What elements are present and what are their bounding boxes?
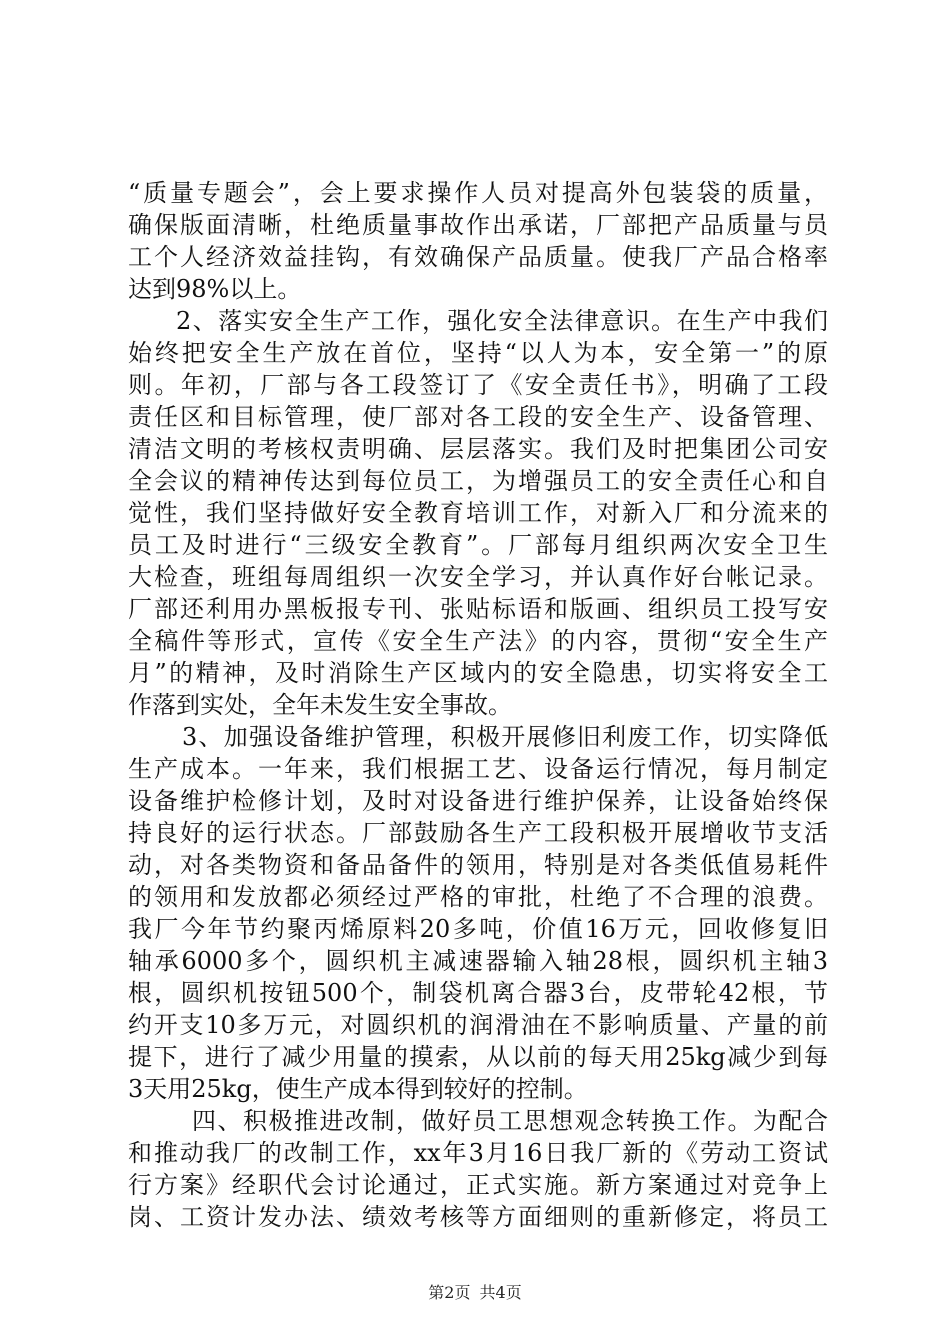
page-number: 第2页 [428, 1283, 471, 1302]
text-line: 工个人经济效益挂钩，有效确保产品质量。使我厂产品合格率 [128, 243, 828, 271]
text-line: 全会议的精神传达到每位员工，为增强员工的安全责任心和自 [128, 467, 828, 495]
document-body [128, 177, 828, 1233]
text-line: 岗、工资计发办法、绩效考核等方面细则的重新修定，将员工 [128, 1203, 828, 1231]
text-line: 持良好的运行状态。厂部鼓励各生产工段积极开展增收节支活 [128, 819, 828, 847]
text-line: 觉性，我们坚持做好安全教育培训工作，对新入厂和分流来的 [128, 499, 828, 527]
text-line: 确保版面清晰，杜绝质量事故作出承诺，厂部把产品质量与员 [128, 211, 828, 239]
text-line: 则。年初，厂部与各工段签订了《安全责任书》，明确了工段 [128, 371, 828, 399]
paragraph-start-line: 3、加强设备维护管理，积极开展修旧利废工作，切实降低 [182, 723, 828, 751]
text-line: 的领用和发放都必须经过严格的审批，杜绝了不合理的浪费。 [128, 883, 828, 911]
paragraph-start-line: 2、落实安全生产工作，强化安全法律意识。在生产中我们 [176, 307, 828, 335]
paragraph-start-line: 四、积极推进改制，做好员工思想观念转换工作。为配合 [192, 1107, 828, 1135]
page-total: 共4页 [479, 1283, 522, 1302]
text-line: 始终把安全生产放在首位，坚持“以人为本，安全第一”的原 [128, 339, 828, 367]
text-line: “质量专题会”，会上要求操作人员对提高外包装袋的质量， [128, 179, 828, 207]
text-line: 根，圆织机按钮500个，制袋机离合器3台，皮带轮42根，节 [128, 979, 828, 1007]
text-line: 行方案》经职代会讨论通过，正式实施。新方案通过对竞争上 [128, 1171, 828, 1199]
text-line: 作落到实处，全年未发生安全事故。 [128, 691, 512, 719]
text-line: 和推动我厂的改制工作，xx年3月16日我厂新的《劳动工资试 [128, 1139, 828, 1167]
text-line: 我厂今年节约聚丙烯原料20多吨，价值16万元，回收修复旧 [128, 915, 828, 943]
text-line: 生产成本。一年来，我们根据工艺、设备运行情况，每月制定 [128, 755, 828, 783]
page-footer [0, 1283, 950, 1303]
text-line: 全稿件等形式，宣传《安全生产法》的内容，贯彻“安全生产 [128, 627, 828, 655]
text-line: 员工及时进行“三级安全教育”。厂部每月组织两次安全卫生 [128, 531, 828, 559]
text-line: 3天用25kg，使生产成本得到较好的控制。 [128, 1075, 588, 1103]
text-line: 动，对各类物资和备品备件的领用，特别是对各类低值易耗件 [128, 851, 828, 879]
text-line: 责任区和目标管理，使厂部对各工段的安全生产、设备管理、 [128, 403, 828, 431]
text-line: 设备维护检修计划，及时对设备进行维护保养，让设备始终保 [128, 787, 828, 815]
text-line: 厂部还利用办黑板报专刊、张贴标语和版画、组织员工投写安 [128, 595, 828, 623]
text-line: 达到98%以上。 [128, 275, 302, 303]
text-line: 提下，进行了减少用量的摸索，从以前的每天用25kg减少到每 [128, 1043, 828, 1071]
text-line: 月”的精神，及时消除生产区域内的安全隐患，切实将安全工 [128, 659, 828, 687]
text-line: 清洁文明的考核权责明确、层层落实。我们及时把集团公司安 [128, 435, 828, 463]
text-line: 轴承6000多个，圆织机主减速器输入轴28根，圆织机主轴3 [128, 947, 828, 975]
text-line: 约开支10多万元，对圆织机的润滑油在不影响质量、产量的前 [128, 1011, 828, 1039]
text-line: 大检查，班组每周组织一次安全学习，并认真作好台帐记录。 [128, 563, 828, 591]
